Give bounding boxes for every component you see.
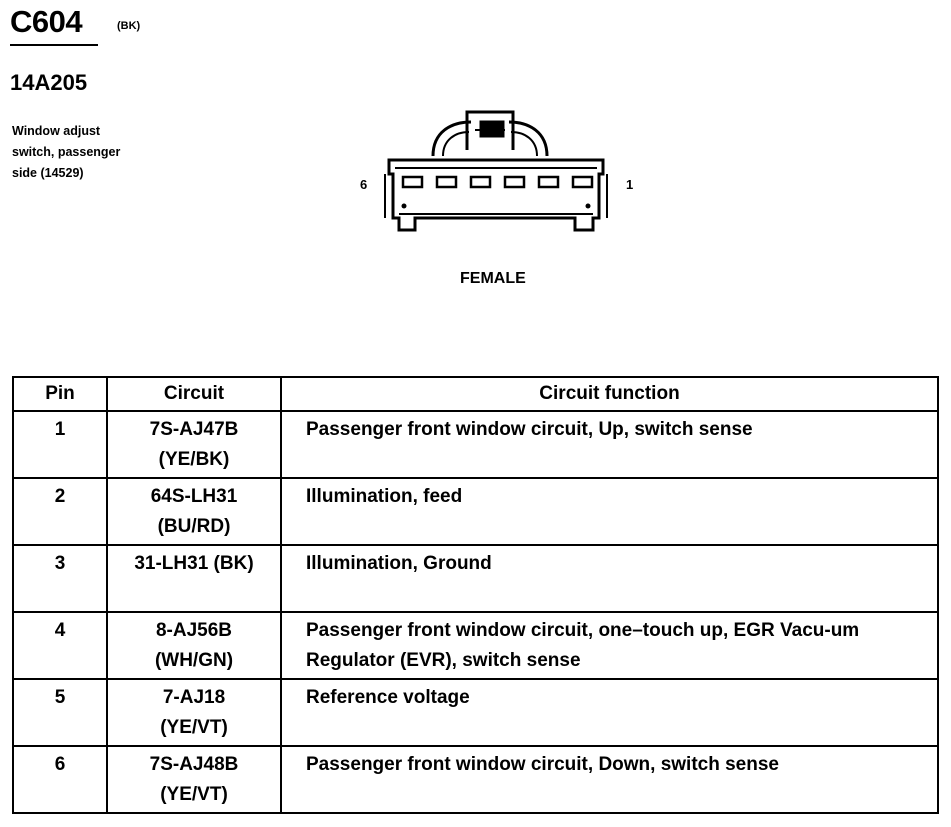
pin-cell: 6 bbox=[13, 746, 107, 813]
circuit-wire-color: (YE/VT) bbox=[160, 784, 228, 805]
pinout-table bbox=[12, 376, 939, 814]
pin-number-left: 6 bbox=[360, 177, 368, 192]
part-number: 14A205 bbox=[10, 70, 88, 95]
circuit-code: 7-AJ18 bbox=[162, 687, 226, 708]
circuit-code: 31-LH31 (BK) bbox=[134, 553, 254, 574]
circuit-wire-color: (WH/GN) bbox=[154, 650, 234, 671]
connector-gender: FEMALE bbox=[460, 270, 526, 287]
pin-cell: 2 bbox=[13, 478, 107, 545]
header-circuit: Circuit bbox=[107, 377, 281, 411]
function-cell: Passenger front window circuit, one–touch up, EGR Vacu-um Regulator (EVR), switch sense bbox=[281, 612, 938, 679]
function-cell: Passenger front window circuit, Down, switch sense bbox=[281, 746, 938, 813]
pin-cell: 3 bbox=[13, 545, 107, 612]
circuit-cell bbox=[107, 411, 281, 478]
circuit-wire-color: (YE/BK) bbox=[158, 449, 230, 470]
circuit-code: 64S-LH31 bbox=[150, 486, 238, 507]
function-cell: Reference voltage bbox=[281, 679, 938, 746]
circuit-cell bbox=[107, 746, 281, 813]
component-desc-line: Window adjust bbox=[12, 124, 101, 138]
function-cell: Illumination, feed bbox=[281, 478, 938, 545]
circuit-code: 7S-AJ48B bbox=[149, 754, 239, 775]
circuit-cell bbox=[107, 679, 281, 746]
circuit-wire-color: (YE/VT) bbox=[160, 717, 228, 738]
header-pin: Pin bbox=[13, 377, 107, 411]
circuit-cell bbox=[107, 612, 281, 679]
connector-face-diagram bbox=[355, 108, 635, 238]
connector-id-underline bbox=[10, 44, 98, 46]
table-row bbox=[13, 679, 938, 746]
table-row bbox=[13, 478, 938, 545]
circuit-code: 7S-AJ47B bbox=[149, 419, 239, 440]
circuit-wire-color: (BU/RD) bbox=[157, 516, 231, 537]
component-description bbox=[12, 121, 182, 184]
connector-color: (BK) bbox=[117, 20, 141, 32]
table-row bbox=[13, 746, 938, 813]
header-circuit-function: Circuit function bbox=[281, 377, 938, 411]
circuit-cell bbox=[107, 545, 281, 612]
table-header-row bbox=[13, 377, 938, 411]
connector-id: C604 bbox=[10, 4, 83, 39]
component-desc-line: side (14529) bbox=[12, 166, 84, 180]
pin-cell: 5 bbox=[13, 679, 107, 746]
function-cell: Passenger front window circuit, Up, switch sense bbox=[281, 411, 938, 478]
circuit-cell bbox=[107, 478, 281, 545]
circuit-code: 8-AJ56B bbox=[155, 620, 233, 641]
table-row bbox=[13, 612, 938, 679]
pin-cell: 1 bbox=[13, 411, 107, 478]
function-cell: Illumination, Ground bbox=[281, 545, 938, 612]
pin-number-right: 1 bbox=[626, 177, 634, 192]
table-row bbox=[13, 411, 938, 478]
component-desc-line: switch, passenger bbox=[12, 145, 121, 159]
table-row bbox=[13, 545, 938, 612]
pin-cell: 4 bbox=[13, 612, 107, 679]
